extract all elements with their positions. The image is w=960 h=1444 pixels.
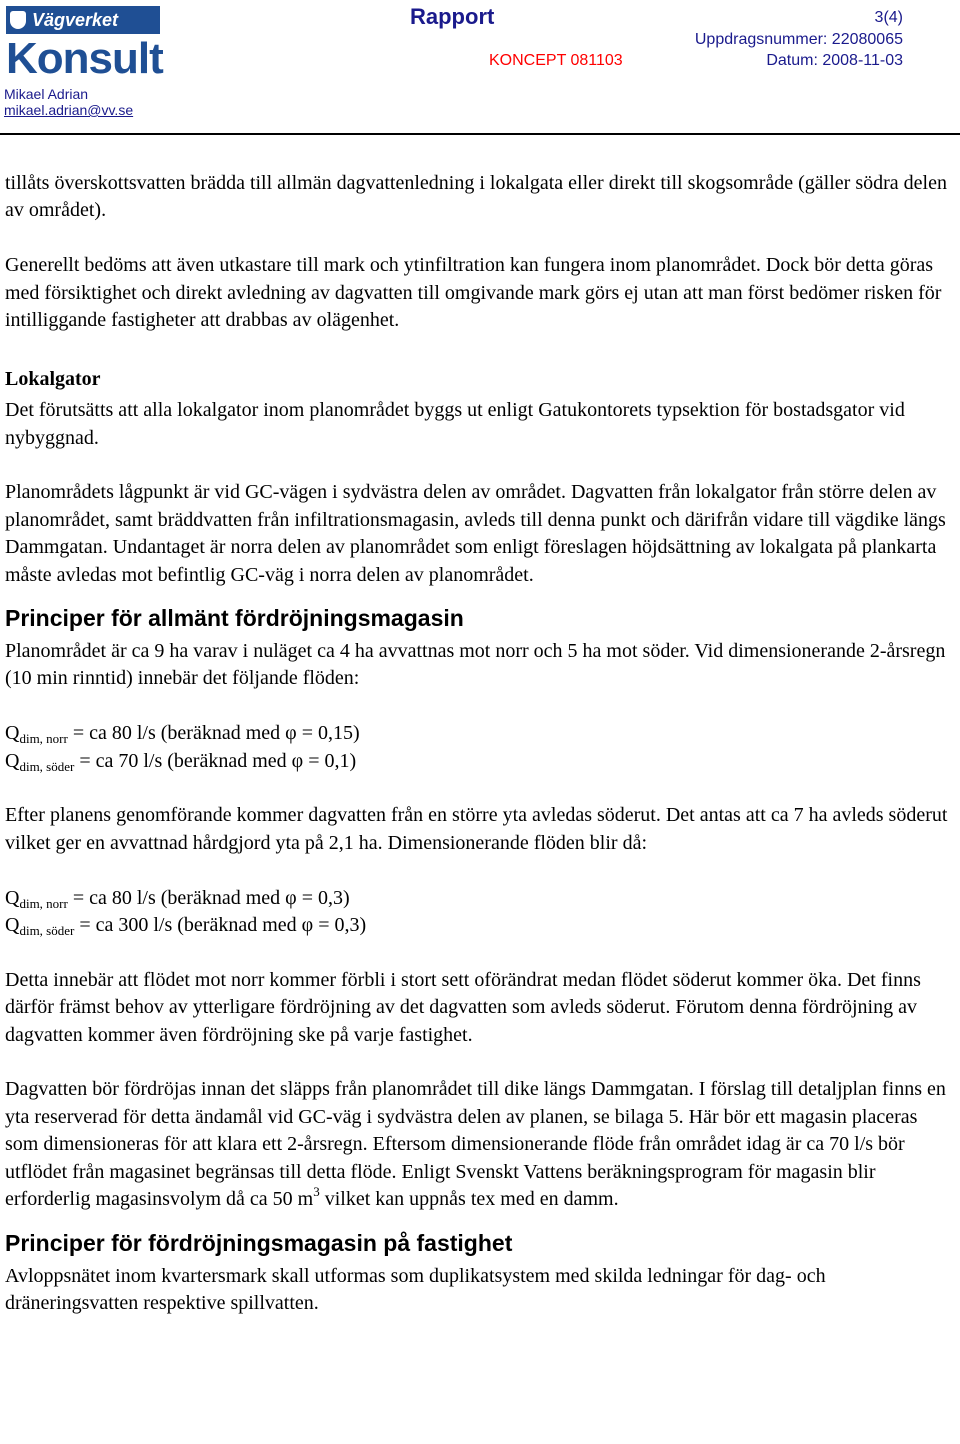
crest-icon	[10, 11, 26, 29]
page-number: 3(4)	[874, 9, 903, 26]
document-body	[5, 170, 955, 1317]
page-header	[0, 0, 960, 140]
section-heading-lokalgator: Lokalgator	[5, 367, 101, 390]
paragraph: Planområdets lågpunkt är vid GC-vägen i sydvästra delen av området. Dagvatten från lokalgator från större delen av planområdet, samt bräddvatten från infiltrationsmagasin, avleds till denna punkt och därifrån vidare till vägdike längs Dammgatan. Undantaget är norra delen av planområdet som enligt föreslagen höjdsättning av lokalgata på plankarta måste avledas mot befintlig GC-väg i norra delen av planområdet.	[5, 481, 946, 586]
company-logo: Vägverket Konsult	[6, 6, 160, 82]
section-heading-allmant-magasin: Principer för allmänt fördröjningsmagasin	[5, 605, 464, 632]
author-email-link[interactable]: mikael.adrian@vv.se	[4, 102, 134, 118]
paragraph: Detta innebär att flödet mot norr kommer förbli i stort sett oförändrat medan flödet söderut kommer öka. Det finns därför främst behov av ytterligare fördröjning av det dagvatten som avleds söderut. Förutom denna fördröjning av dagvatten kommer även fördröjning ske på varje fastighet.	[5, 968, 921, 1046]
formula-q-norr: $Q_{dim, norr}$ = ca 80 l/s (beräknad med φ = 0,15)	[5, 722, 360, 747]
paragraph: Planområdet är ca 9 ha varav i nuläget ca 4 ha avvattnas mot norr och 5 ha mot söder. Vid dimensionerande 2-årsregn (10 min rinntid) innebär det följande flöden:	[5, 640, 946, 690]
paragraph: Dagvatten bör fördröjas innan det släpps från planområdet till dike längs Dammgatan. I förslag till detaljplan finns en yta reserverad för detta ändamål vid GC-väg i sydvästra delen av planen, se bilaga 5. Här bör ett magasin placeras som dimensioneras för att klara ett 2-årsregn. Eftersom dimensionerande flöde från området idag är ca 70 l/s bör utflödet från magasinet begränsas till detta flöde. Enligt Svenskt Vattens beräkningsprogram för magasin blir erforderlig magasinsvolym då ca 50 $m^3$ vilket kan uppnås tex med en damm.	[5, 1078, 946, 1211]
paragraph: Avloppsnätet inom kvartersmark skall utformas som duplikatsystem med skilda ledningar för dag- och dräneringsvatten respektive spillvatten.	[5, 1264, 826, 1314]
formula-q-norr: $Q_{dim, norr}$ = ca 80 l/s (beräknad med φ = 0,3)	[5, 886, 350, 911]
header-divider	[0, 133, 960, 135]
formula-q-soder: $Q_{dim, söder}$ = ca 70 l/s (beräknad med φ = 0,1)	[5, 749, 357, 774]
paragraph: tillåts överskottsvatten brädda till allmän dagvattenledning i lokalgata eller direkt till skogsområde (gäller södra delen av området).	[5, 172, 947, 222]
author-name: Mikael Adrian	[4, 86, 89, 102]
report-title: Rapport	[410, 4, 495, 29]
paragraph: Generellt bedöms att även utkastare till mark och ytinfiltration kan fungera inom planområdet. Dock bör detta göras med försiktighet och direkt avledning av dagvatten till omgivande mark görs ej utan att man först bedömer risken för intilliggande fastigheter att drabbas av olägenhet.	[5, 254, 942, 332]
formula-q-soder: $Q_{dim, söder}$ = ca 300 l/s (beräknad med φ = 0,3)	[5, 914, 367, 939]
report-date: Datum: 2008-11-03	[766, 52, 903, 69]
project-number: Uppdragsnummer: 22080065	[694, 31, 903, 48]
draft-status: KONCEPT 081103	[489, 52, 623, 69]
paragraph: Det förutsätts att alla lokalgator inom planområdet byggs ut enligt Gatukontorets typsektion för bostadsgator vid nybyggnad.	[5, 399, 905, 449]
paragraph: Efter planens genomförande kommer dagvatten från en större yta avledas söderut. Det antas att ca 7 ha avleds söderut vilket ger en avvattnad hårdgjord yta på 2,1 ha. Dimensionerande flöden blir då:	[5, 804, 948, 854]
author-block	[4, 86, 133, 118]
section-heading-fastighet: Principer för fördröjningsmagasin på fastighet	[5, 1229, 513, 1256]
